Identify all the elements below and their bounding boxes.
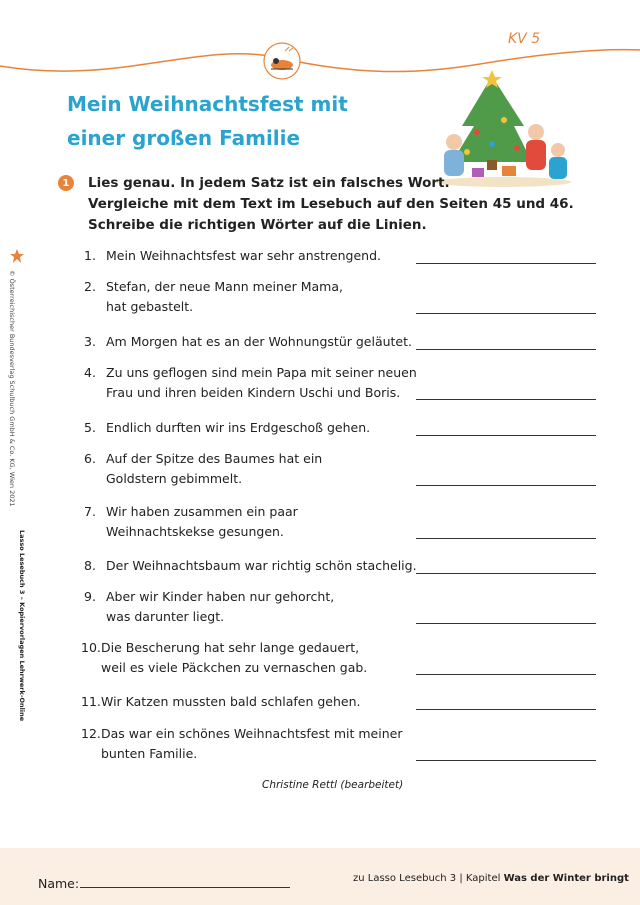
- page-title: [67, 87, 348, 155]
- task-instructions: [88, 173, 574, 236]
- author-credit: Christine Rettl (bearbeitet): [262, 779, 404, 791]
- christmas-tree-family-illustration: [432, 70, 574, 188]
- sentence-item: 10.Die Bescherung hat sehr lange gedauert, weil es viele Päckchen zu vernaschen gab.: [81, 640, 368, 675]
- title-line-2: einer großen Familie: [67, 126, 301, 150]
- sentence-item: 12.Das war ein schönes Weihnachtsfest mit meiner bunten Familie.: [81, 726, 403, 761]
- instruction-line-2: Vergleiche mit dem Text im Lesebuch auf den Seiten 45 und 46.: [88, 196, 574, 212]
- footer-ref-prefix: zu Lasso Lesebuch 3 | Kapitel: [353, 873, 501, 884]
- sentence-item: 4. Zu uns geflogen sind mein Papa mit seiner neuen Frau und ihren beiden Kindern Uschi und Boris.: [84, 365, 417, 400]
- instruction-line-1: Lies genau. In jedem Satz ist ein falsches Wort.: [88, 175, 450, 191]
- answer-line[interactable]: [416, 399, 596, 400]
- answer-line[interactable]: [416, 573, 596, 574]
- sentence-item: 2. Stefan, der neue Mann meiner Mama, hat gebastelt.: [84, 279, 343, 314]
- answer-line[interactable]: [416, 263, 596, 264]
- series-text: Lasso Lesebuch 3 – Kopiervorlagen Lehrwerk-Online: [18, 530, 26, 722]
- answer-line[interactable]: [416, 538, 596, 539]
- sentence-item: 3. Am Morgen hat es an der Wohnungstür geläutet.: [84, 334, 412, 349]
- answer-line[interactable]: [416, 349, 596, 350]
- footer-reference: [353, 873, 629, 884]
- kv-label: KV 5: [508, 31, 541, 47]
- answer-line[interactable]: [416, 760, 596, 761]
- footer-ref-chapter: Was der Winter bringt: [503, 873, 629, 884]
- sentence-item: 8. Der Weihnachtsbaum war richtig schön stachelig.: [84, 558, 417, 573]
- sentence-item: 6. Auf der Spitze des Baumes hat ein Goldstern gebimmelt.: [84, 451, 323, 486]
- sentence-item: 11.Wir Katzen mussten bald schlafen gehen.: [81, 694, 361, 709]
- name-label: Name:: [38, 876, 80, 891]
- sentence-item: 5. Endlich durften wir ins Erdgeschoß gehen.: [84, 420, 371, 435]
- answer-line[interactable]: [416, 435, 596, 436]
- name-field[interactable]: [80, 887, 290, 888]
- answer-line[interactable]: [416, 623, 596, 624]
- publisher-logo-icon: [9, 248, 25, 264]
- answer-line[interactable]: [416, 674, 596, 675]
- answer-line[interactable]: [416, 313, 596, 314]
- task-number-badge: 1: [58, 175, 74, 191]
- copyright-text: © Österreichischer Bundesverlag Schulbuch GmbH & Co. KG, Wien 2021: [8, 270, 16, 507]
- sentence-item: 9. Aber wir Kinder haben nur gehorcht, was darunter liegt.: [84, 589, 335, 624]
- title-line-1: Mein Weihnachtsfest mit: [67, 92, 348, 116]
- sentence-item: 1. Mein Weihnachtsfest war sehr anstrengend.: [84, 248, 381, 263]
- instruction-line-3: Schreibe die richtigen Wörter auf die Linien.: [88, 217, 427, 233]
- answer-line[interactable]: [416, 485, 596, 486]
- sentence-item: 7. Wir haben zusammen ein paar Weihnachtskekse gesungen.: [84, 504, 298, 539]
- cat-logo-icon: [259, 41, 305, 81]
- answer-line[interactable]: [416, 709, 596, 710]
